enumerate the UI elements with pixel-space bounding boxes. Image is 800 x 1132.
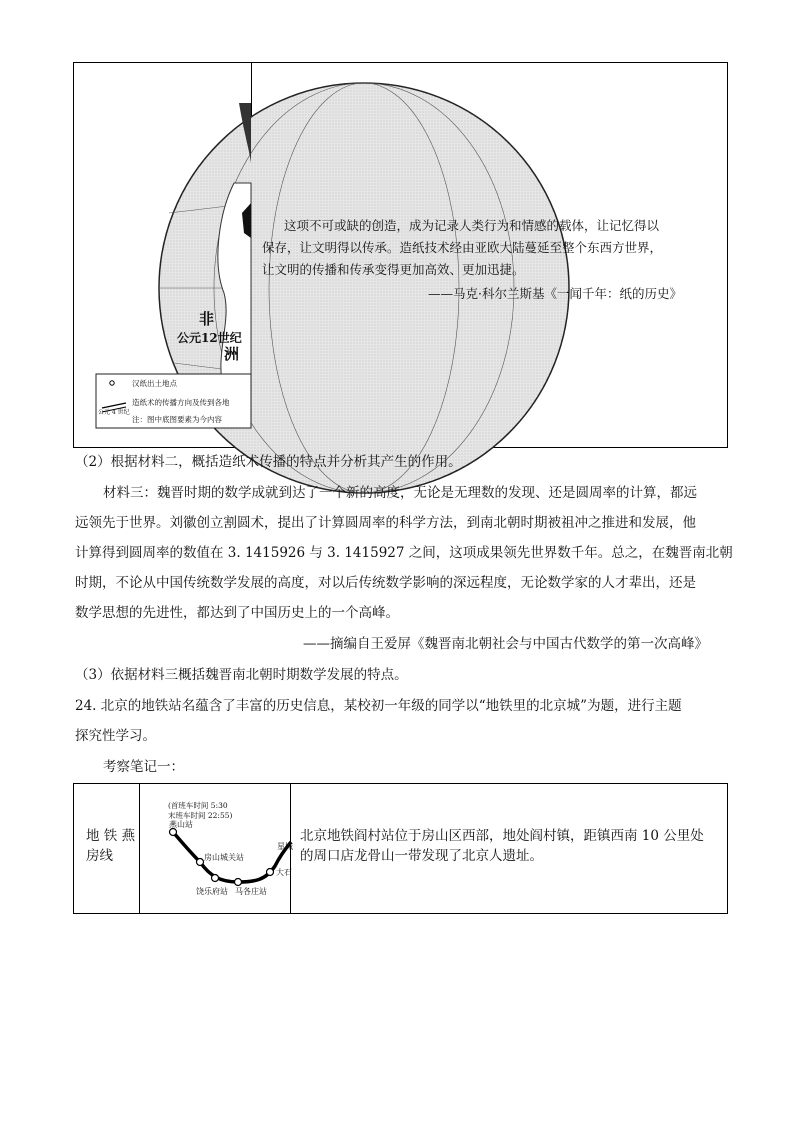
map-label-date: 公元12世纪 [177, 331, 242, 345]
material-3-source: ——摘编自王爱屏《魏晋南北朝社会与中国古代数学的第一次高峰》 [303, 636, 708, 652]
description-line: 的周口店龙骨山一带发现了北京人遗址。 [300, 848, 543, 864]
legend-note: 注：图中底图要素为今内容 [132, 415, 222, 424]
legend-item-1: 汉纸出土地点 [132, 379, 177, 388]
question-24-line: 24. 北京的地铁站名蕴含了丰富的历史信息，某校初一年级的同学以“地铁里的北京城”为题，进行主题 [75, 698, 682, 714]
first-train-time: (首班车时间 5:30 [168, 801, 228, 810]
material-3-line: 远领先于世界。刘徽创立割圆术，提出了计算圆周率的科学方法，到南北朝时期被祖冲之推进和发展，他 [75, 515, 696, 531]
legend-item-2: 造纸术的传播方向及传到各地 [132, 398, 230, 407]
subway-line-name-cell [74, 784, 140, 913]
quote-panel [252, 63, 728, 447]
question-2: （2）根据材料二，概括造纸术传播的特点并分析其产生的作用。 [75, 454, 462, 470]
subway-route-map [140, 784, 291, 913]
note-title: 考察笔记一： [103, 759, 184, 775]
station-label: 燕山站 [169, 820, 193, 829]
material-3-line: 计算得到圆周率的数值在 3. 1415926 与 3. 1415927 之间，这项成果领先世界数千年。总之，在魏晋南北朝 [75, 545, 733, 561]
station-label: 房山城关站 [204, 853, 244, 862]
quote-line: 保存，让文明得以传承。造纸技术经由亚欧大陆蔓延至整个东西方世界， [262, 240, 663, 255]
subway-note-table [73, 783, 728, 914]
question-24-line: 探究性学习。 [75, 728, 156, 744]
material-3-line: 材料三：魏晋时期的数学成就到达了一个新的高度，无论是无理数的发现、还是圆周率的计算，都远 [103, 485, 697, 501]
map-label-africa-2: 洲 [224, 345, 240, 363]
line-name-part: 地 铁 燕 [86, 828, 136, 844]
station-label: 饶乐府站 [196, 887, 228, 896]
subway-description [300, 826, 704, 866]
material-3-line: 数学思想的先进性，都达到了中国历史上的一个高峰。 [75, 605, 399, 621]
legend-item-3: 公元 4 世纪 [98, 409, 130, 416]
globe-map-image [74, 63, 251, 447]
map-label-africa-1: 非 [199, 310, 215, 328]
station-label: 马各庄站 [235, 887, 267, 896]
quote-line: 让文明的传播和传承变得更加高效、更加迅捷。 [262, 262, 525, 277]
material-2-figure [73, 62, 728, 448]
station-label: 大石 [276, 868, 292, 877]
material-3-line: 时期，不论从中国传统数学发展的高度，对以后传统数学影响的深远程度，无论数学家的人才辈出，还是 [75, 575, 696, 591]
station-label: 星城 [277, 842, 293, 851]
subway-line-name [86, 826, 135, 866]
question-3: （3）依据材料三概括魏晋南北朝时期数学发展的特点。 [75, 667, 408, 683]
paper-spread-map [74, 63, 252, 447]
quote-source: ——马克·科尔兰斯基《一闻千年：纸的历史》 [428, 286, 682, 301]
description-line: 北京地铁阎村站位于房山区西部，地处阎村镇，距镇西南 10 公里处 [300, 828, 704, 844]
last-train-time: 末班车时间 22:55) [168, 811, 233, 820]
quote-line: 这项不可或缺的创造，成为记录人类行为和情感的载体，让记忆得以 [284, 218, 660, 233]
line-name-part: 房线 [86, 848, 113, 864]
subway-description-cell [291, 784, 727, 913]
